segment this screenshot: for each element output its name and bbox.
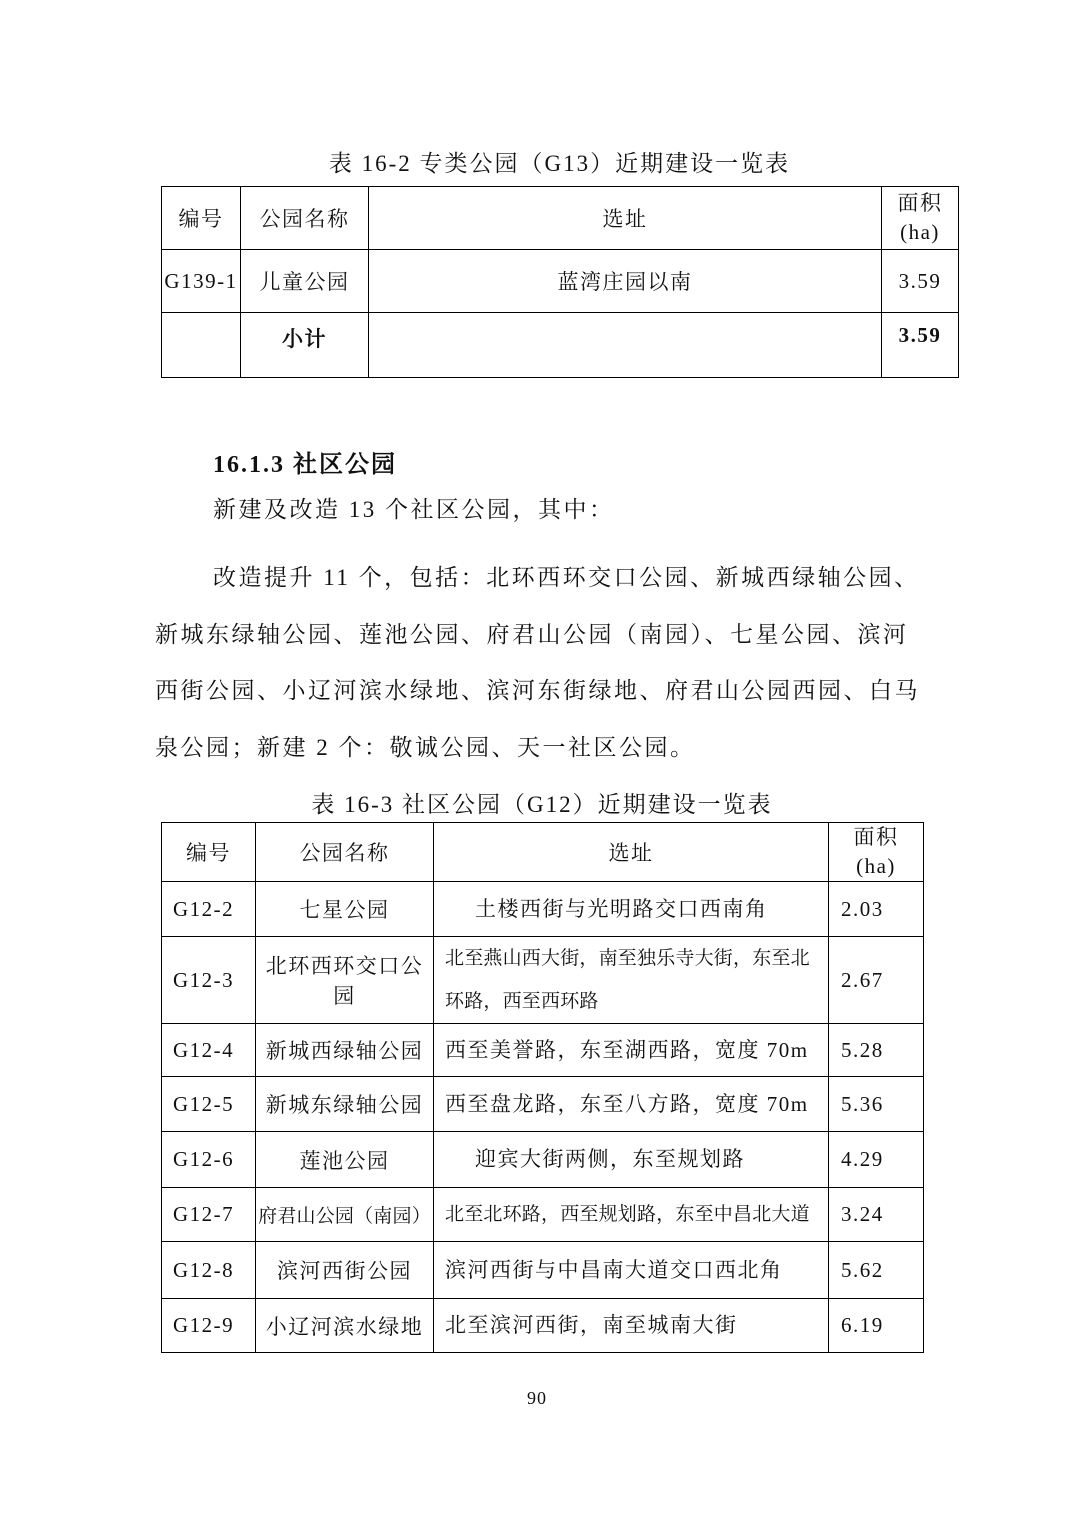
cell-location: 西至盘龙路，东至八方路，宽度 70m xyxy=(434,1077,829,1132)
table1-header-row xyxy=(162,187,959,250)
cell-location: 迎宾大街两侧，东至规划路 xyxy=(434,1132,829,1188)
table2-header-row xyxy=(162,823,924,882)
table-row xyxy=(162,1077,924,1132)
table-row xyxy=(162,1188,924,1242)
cell-name: 莲池公园 xyxy=(256,1132,434,1188)
paragraph-1: 新建及改造 13 个社区公园，其中： xyxy=(213,497,615,522)
paragraph-2 xyxy=(155,550,955,776)
cell-name: 儿童公园 xyxy=(241,250,369,313)
cell-id: G12-9 xyxy=(162,1299,256,1353)
table2-header-location: 选址 xyxy=(434,823,829,882)
cell-location: 滨河西街与中昌南大道交口西北角 xyxy=(434,1242,829,1299)
table2-header-area xyxy=(829,823,924,882)
table-row xyxy=(162,1242,924,1299)
cell-name: 新城西绿轴公园 xyxy=(256,1024,434,1077)
table2 xyxy=(161,822,924,1353)
table1-title: 表 16-2 专类公园（G13）近期建设一览表 xyxy=(328,151,791,176)
table1 xyxy=(161,186,959,378)
cell-name: 小辽河滨水绿地 xyxy=(256,1299,434,1353)
cell-location: 蓝湾庄园以南 xyxy=(369,250,882,313)
cell-area: 6.19 xyxy=(829,1299,924,1353)
table2-header-area-line1: 面积 xyxy=(853,825,899,849)
table-subtotal-row xyxy=(162,313,959,378)
table1-header-location: 选址 xyxy=(369,187,882,250)
cell-area: 5.28 xyxy=(829,1024,924,1077)
cell-location: 北至燕山西大街，南至独乐寺大街，东至北环路，西至西环路 xyxy=(434,937,829,1024)
paragraph-2-line: 改造提升 11 个，包括：北环西环交口公园、新城西绿轴公园、 xyxy=(213,565,920,590)
table-row xyxy=(162,882,924,937)
cell-name: 府君山公园（南园） xyxy=(256,1188,434,1242)
cell-id: G12-8 xyxy=(162,1242,256,1299)
cell-id: G139-1 xyxy=(162,250,241,313)
cell-name: 小计 xyxy=(241,313,369,378)
table2-header-area-line2: (ha) xyxy=(856,854,896,878)
page-number: 90 xyxy=(527,1388,547,1408)
table2-header-id: 编号 xyxy=(162,823,256,882)
table1-header-id: 编号 xyxy=(162,187,241,250)
table-row xyxy=(162,250,959,313)
cell-location: 西至美誉路，东至湖西路，宽度 70m xyxy=(434,1024,829,1077)
cell-id: G12-6 xyxy=(162,1132,256,1188)
table-row xyxy=(162,937,924,1024)
cell-id: G12-2 xyxy=(162,882,256,937)
table-row xyxy=(162,1299,924,1353)
table-row xyxy=(162,1024,924,1077)
cell-name: 七星公园 xyxy=(256,882,434,937)
table-row xyxy=(162,1132,924,1188)
cell-area: 3.59 xyxy=(882,250,959,313)
cell-area: 2.67 xyxy=(829,937,924,1024)
paragraph-2-line: 西街公园、小辽河滨水绿地、滨河东街绿地、府君山公园西园、白马 xyxy=(155,678,920,703)
cell-name: 新城东绿轴公园 xyxy=(256,1077,434,1132)
cell-id: G12-7 xyxy=(162,1188,256,1242)
cell-location: 北至北环路，西至规划路，东至中昌北大道 xyxy=(434,1188,829,1242)
cell-area: 3.59 xyxy=(882,313,959,378)
table1-header-area-line1: 面积 xyxy=(897,191,943,215)
cell-id: G12-3 xyxy=(162,937,256,1024)
table2-title: 表 16-3 社区公园（G12）近期建设一览表 xyxy=(311,792,773,817)
table1-header-name: 公园名称 xyxy=(241,187,369,250)
cell-location xyxy=(369,313,882,378)
table2-header-name: 公园名称 xyxy=(256,823,434,882)
section-heading: 16.1.3 社区公园 xyxy=(213,452,397,478)
cell-id: G12-5 xyxy=(162,1077,256,1132)
cell-location: 土楼西街与光明路交口西南角 xyxy=(434,882,829,937)
table1-header-area xyxy=(882,187,959,250)
cell-area: 3.24 xyxy=(829,1188,924,1242)
cell-area: 5.36 xyxy=(829,1077,924,1132)
paragraph-2-line: 新城东绿轴公园、莲池公园、府君山公园（南园）、七星公园、滨河 xyxy=(155,621,909,647)
cell-id: G12-4 xyxy=(162,1024,256,1077)
cell-id xyxy=(162,313,241,378)
cell-location: 北至滨河西街，南至城南大街 xyxy=(434,1299,829,1353)
cell-name: 滨河西街公园 xyxy=(256,1242,434,1299)
cell-name: 北环西环交口公园 xyxy=(256,937,434,1024)
paragraph-2-line: 泉公园；新建 2 个：敬诚公园、天一社区公园。 xyxy=(155,734,696,760)
cell-area: 4.29 xyxy=(829,1132,924,1188)
table1-header-area-line2: (ha) xyxy=(900,220,940,244)
cell-area: 5.62 xyxy=(829,1242,924,1299)
cell-area: 2.03 xyxy=(829,882,924,937)
